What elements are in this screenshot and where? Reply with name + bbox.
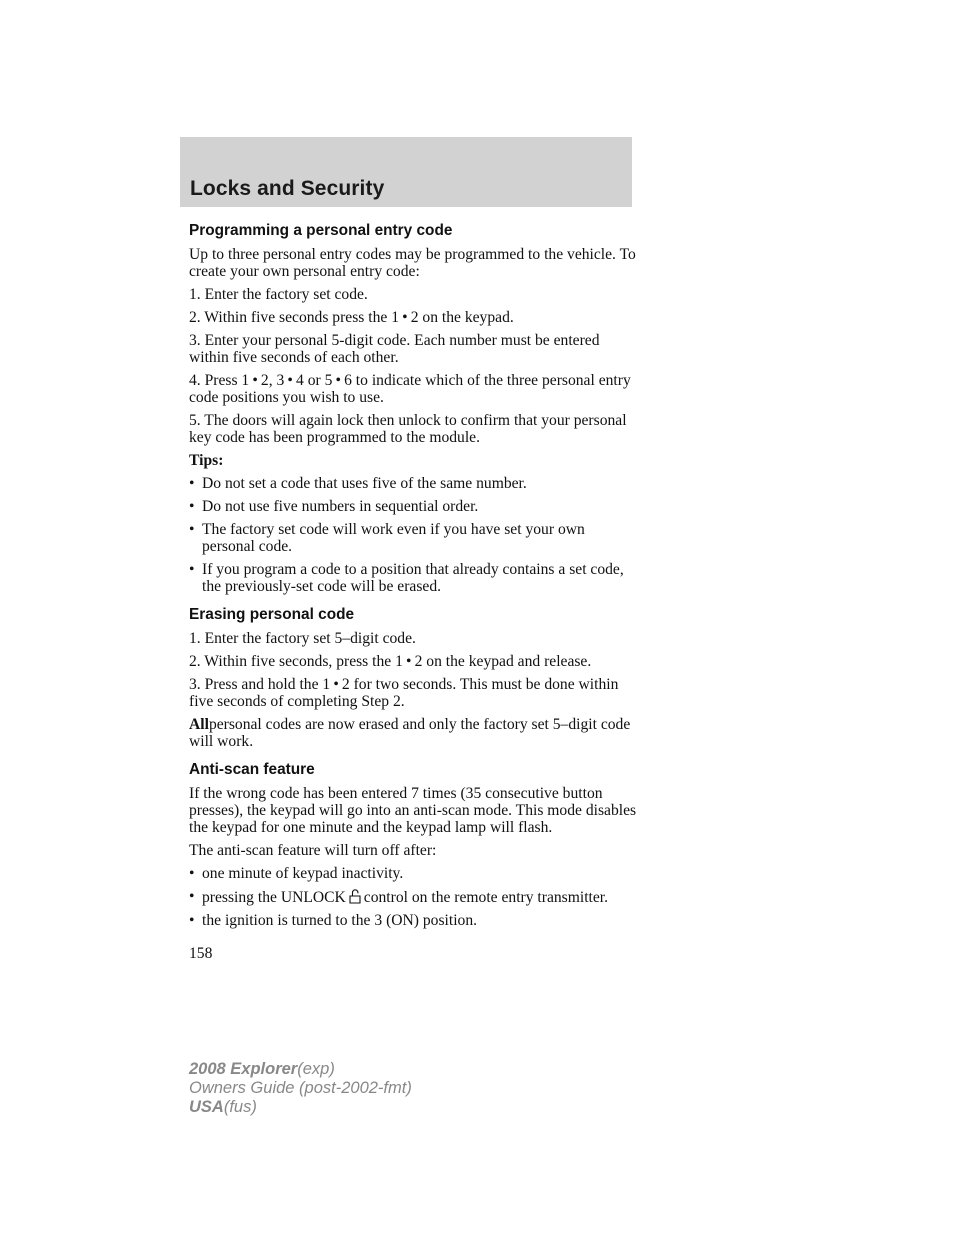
antiscan-text: one minute of keypad inactivity. <box>202 865 404 882</box>
programming-intro: Up to three personal entry codes may be programmed to the vehicle. To create your own personal entry code: <box>189 246 636 280</box>
heading-antiscan: Anti-scan feature <box>189 761 315 778</box>
tip-item <box>189 521 639 555</box>
footer-market-code: (fus) <box>223 1098 257 1116</box>
heading-programming: Programming a personal entry code <box>189 222 453 239</box>
programming-step-3: 3. Enter your personal 5-digit code. Each number must be entered within five seconds of each other. <box>189 332 600 366</box>
bullet-dot: • <box>189 521 195 538</box>
antiscan-item <box>189 865 639 882</box>
tips-label: Tips: <box>189 452 224 469</box>
tip-item <box>189 475 639 492</box>
bullet-dot: • <box>189 475 195 492</box>
section-title: Locks and Security <box>190 177 385 200</box>
antiscan-text: the ignition is turned to the 3 (ON) position. <box>202 912 478 929</box>
antiscan-item <box>189 888 639 906</box>
tip-text: Do not use five numbers in sequential order. <box>202 498 479 515</box>
document-footer <box>189 1060 412 1117</box>
tip-item <box>189 498 639 515</box>
footer-line-2: Owners Guide (post-2002-fmt) <box>189 1079 412 1097</box>
erasing-step-2: 2. Within five seconds, press the 1 • 2 on the keypad and release. <box>189 653 592 670</box>
footer-model-code: (exp) <box>297 1060 335 1078</box>
antiscan-text-before: pressing the UNLOCK <box>202 889 346 906</box>
erasing-step-1: 1. Enter the factory set 5–digit code. <box>189 630 416 647</box>
footer-market: USA <box>189 1098 224 1116</box>
bullet-dot: • <box>189 498 195 515</box>
tip-text: If you program a code to a position that already contains a set code, the previously-set code will be erased. <box>202 561 624 595</box>
programming-step-1: 1. Enter the factory set code. <box>189 286 368 303</box>
erasing-note-lead: All <box>189 716 209 733</box>
programming-step-4: 4. Press 1 • 2, 3 • 4 or 5 • 6 to indicate which of the three personal entry code positions you wish to use. <box>189 372 631 406</box>
antiscan-lead-in: The anti-scan feature will turn off after: <box>189 842 437 859</box>
footer-model: 2008 Explorer <box>189 1060 298 1078</box>
footer-line-1 <box>189 1060 412 1079</box>
bullet-dot: • <box>189 865 195 882</box>
bullet-dot: • <box>189 912 195 929</box>
erasing-step-3: 3. Press and hold the 1 • 2 for two seconds. This must be done within five seconds of completing Step 2. <box>189 676 619 710</box>
unlock-padlock-icon <box>347 888 363 904</box>
erasing-note <box>189 716 639 750</box>
page-number: 158 <box>189 945 213 962</box>
tip-item <box>189 561 639 595</box>
heading-erasing: Erasing personal code <box>189 606 355 623</box>
programming-step-5: 5. The doors will again lock then unlock to confirm that your personal key code has been programmed to the module. <box>189 412 627 446</box>
antiscan-text <box>202 888 639 906</box>
section-header-band <box>180 137 632 207</box>
footer-line-3 <box>189 1098 412 1117</box>
page-content <box>189 221 639 935</box>
bullet-dot: • <box>189 888 195 905</box>
tip-text: Do not set a code that uses five of the same number. <box>202 475 527 492</box>
erasing-note-rest: personal codes are now erased and only the factory set 5–digit code will work. <box>189 716 631 750</box>
bullet-dot: • <box>189 561 195 578</box>
antiscan-intro: If the wrong code has been entered 7 times (35 consecutive button presses), the keypad will go into an anti-scan mode. This mode disables the keypad for one minute and the keypad lamp will flash. <box>189 785 637 836</box>
antiscan-text-after: control on the remote entry transmitter. <box>363 889 609 906</box>
programming-step-2: 2. Within five seconds press the 1 • 2 on the keypad. <box>189 309 514 326</box>
antiscan-item <box>189 912 639 929</box>
tip-text: The factory set code will work even if you have set your own personal code. <box>202 521 585 555</box>
